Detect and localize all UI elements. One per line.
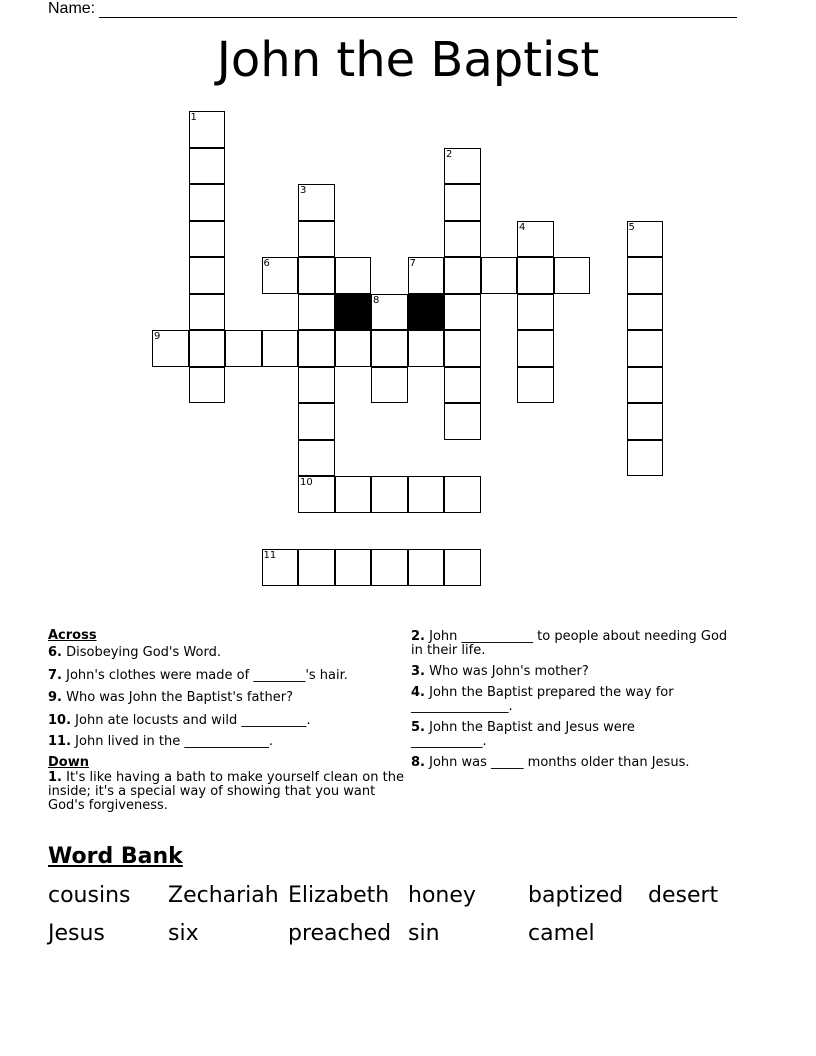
grid-cell[interactable] (627, 257, 664, 294)
grid-cell[interactable] (444, 549, 481, 586)
black-square (408, 294, 445, 331)
clues-right (411, 630, 741, 770)
clue-down-8: 8. John was _____ months older than Jesus. (411, 755, 690, 770)
word-bank-item: cousins (48, 883, 131, 908)
clue-number: 5 (628, 221, 635, 233)
grid-cell[interactable] (335, 476, 372, 513)
grid-cell[interactable] (444, 403, 481, 440)
clue-across-11: 11. John lived in the _____________. (48, 734, 273, 749)
grid-cell[interactable] (189, 184, 226, 221)
grid-cell[interactable] (189, 294, 226, 331)
name-label: Name: (48, 0, 96, 17)
clue-number: 6 (263, 258, 270, 269)
word-bank-item: sin (408, 921, 440, 946)
grid-cell[interactable] (335, 330, 372, 367)
word-bank-item: preached (288, 921, 392, 946)
grid-cell[interactable] (298, 221, 335, 258)
clue-number: 2 (446, 148, 453, 160)
grid-cell[interactable] (517, 367, 554, 404)
clue-across-6: 6. Disobeying God's Word. (48, 645, 221, 660)
grid-cell[interactable] (189, 221, 226, 258)
word-bank-title: Word Bank (48, 844, 183, 869)
grid-cell[interactable] (371, 476, 408, 513)
clue-number: 8 (373, 294, 380, 306)
grid-cell[interactable] (408, 257, 445, 294)
grid-cell[interactable] (627, 294, 664, 331)
grid-cell[interactable] (335, 549, 372, 586)
clue-down-2: 2. John ___________ to people about needing God in their life. (411, 629, 728, 658)
grid-cell[interactable] (627, 330, 664, 367)
grid-cell[interactable] (298, 476, 335, 513)
clue-down-5: 5. John the Baptist and Jesus were ___________. (411, 720, 635, 749)
word-bank-item: Elizabeth (288, 883, 390, 908)
clue-number: 3 (300, 185, 307, 196)
grid-cell[interactable] (517, 294, 554, 331)
clue-number: 4 (519, 221, 526, 233)
grid-cell[interactable] (627, 440, 664, 477)
word-bank-item: Zechariah (168, 883, 279, 908)
clue-number: 11 (263, 550, 277, 561)
clue-across-7: 7. John's clothes were made of ________'s hair. (48, 668, 348, 683)
black-square (335, 294, 372, 331)
grid-cell[interactable] (298, 403, 335, 440)
grid-cell[interactable] (444, 476, 481, 513)
page-title: John the Baptist (216, 32, 600, 88)
grid-cell[interactable] (298, 294, 335, 331)
word-bank-item: six (168, 921, 199, 946)
grid-cell[interactable] (298, 257, 335, 294)
grid-cell[interactable] (517, 330, 554, 367)
word-bank-item: camel (528, 921, 595, 946)
grid-cell[interactable] (189, 257, 226, 294)
grid-cell[interactable] (444, 184, 481, 221)
grid-cell[interactable] (517, 221, 554, 258)
grid-cell[interactable] (481, 257, 518, 294)
grid-cell[interactable] (225, 330, 262, 367)
grid-cell[interactable] (189, 148, 226, 185)
across-heading: Across (48, 628, 97, 643)
clue-down-3: 3. Who was John's mother? (411, 664, 589, 679)
grid-cell[interactable] (444, 294, 481, 331)
grid-cell[interactable] (517, 257, 554, 294)
clue-number: 9 (154, 331, 161, 342)
grid-cell[interactable] (298, 367, 335, 404)
grid-cell[interactable] (444, 221, 481, 258)
word-bank-item: baptized (528, 883, 624, 908)
clue-across-10: 10. John ate locusts and wild __________. (48, 713, 311, 728)
grid-cell[interactable] (298, 184, 335, 221)
grid-cell[interactable] (371, 294, 408, 331)
clue-down-1: 1. It's like having a bath to make yourself clean on the inside; it's a special way of showing that you want God's forgiveness. (48, 770, 404, 813)
grid-cell[interactable] (371, 330, 408, 367)
grid-cell[interactable] (262, 549, 299, 586)
grid-cell[interactable] (298, 440, 335, 477)
grid-cell[interactable] (554, 257, 591, 294)
word-bank-item: Jesus (48, 921, 105, 946)
grid-cell[interactable] (444, 148, 481, 185)
clue-number: 7 (409, 258, 416, 269)
grid-cell[interactable] (444, 257, 481, 294)
grid-cell[interactable] (189, 111, 226, 148)
grid-cell[interactable] (189, 367, 226, 404)
grid-cell[interactable] (627, 221, 664, 258)
clue-across-9: 9. Who was John the Baptist's father? (48, 690, 293, 705)
grid-cell[interactable] (444, 330, 481, 367)
grid-cell[interactable] (444, 367, 481, 404)
grid-cell[interactable] (627, 403, 664, 440)
clue-down-4: 4. John the Baptist prepared the way for _______________. (411, 685, 674, 714)
grid-cell[interactable] (262, 330, 299, 367)
grid-cell[interactable] (335, 257, 372, 294)
grid-cell[interactable] (262, 257, 299, 294)
grid-cell[interactable] (408, 330, 445, 367)
grid-cell[interactable] (371, 367, 408, 404)
clue-number: 1 (190, 112, 197, 123)
clues-left (48, 629, 408, 813)
grid-cell[interactable] (152, 330, 189, 367)
down-heading: Down (48, 755, 89, 770)
word-bank-item: desert (648, 883, 719, 908)
grid-cell[interactable] (189, 330, 226, 367)
grid-cell[interactable] (298, 330, 335, 367)
grid-cell[interactable] (298, 549, 335, 586)
grid-cell[interactable] (371, 549, 408, 586)
grid-cell[interactable] (408, 476, 445, 513)
grid-cell[interactable] (408, 549, 445, 586)
clue-number: 10 (300, 477, 313, 488)
word-bank-item: honey (408, 883, 476, 908)
grid-cell[interactable] (627, 367, 664, 404)
